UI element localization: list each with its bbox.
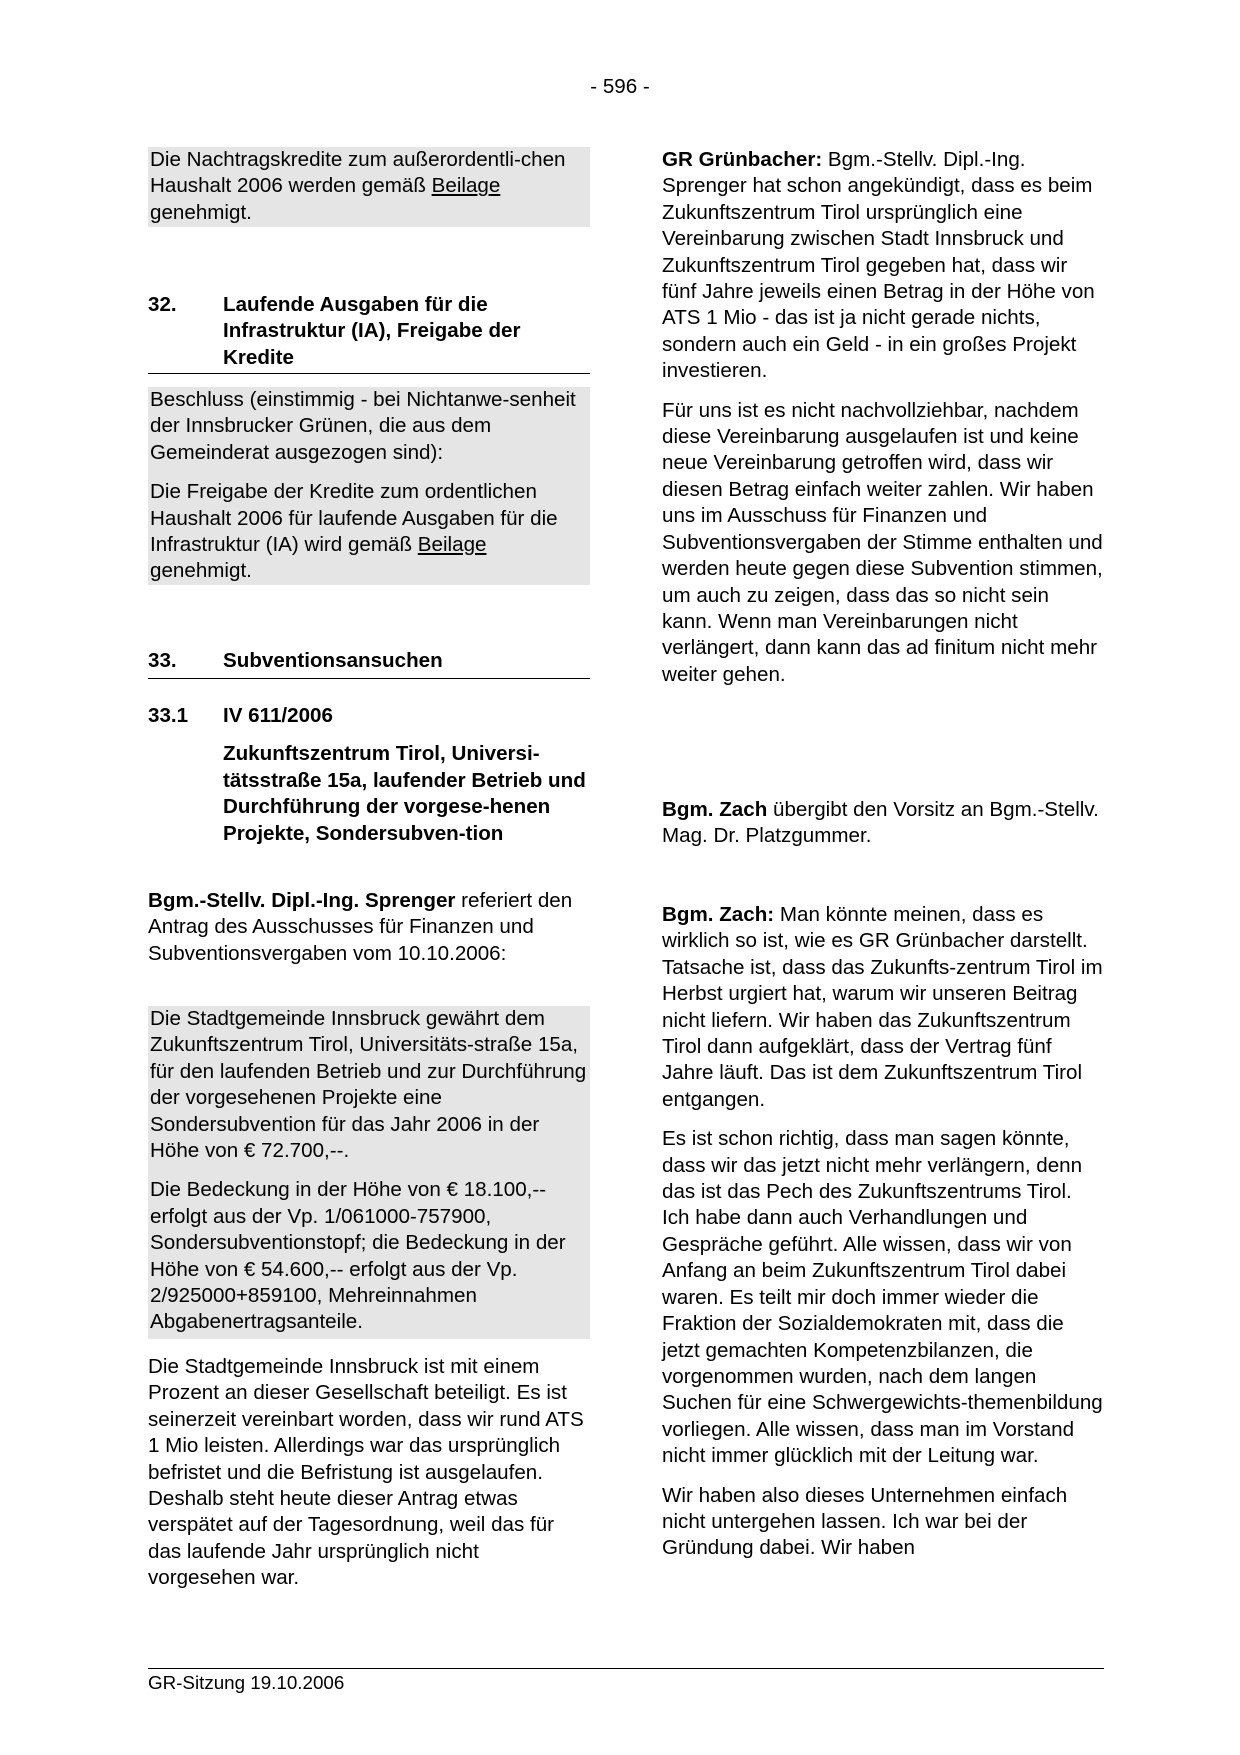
paragraph: Bgm. Zach: Man könnte meinen, dass es wirklich so ist, wie es GR Grünbacher darstellt. Tatsache ist, dass das Zukunfts-zentrum Tirol im Herbst urgiert hat, warum wir unseren Beitrag nicht liefern. Wir haben das Zukunftszentrum Tirol dann aufgeklärt, dass der Vertrag fünf Jahre läuft. Das ist dem Zukunftszentrum Tirol entgangen. bbox=[662, 903, 1103, 1111]
resolution-box-supplementary-credits bbox=[148, 147, 590, 227]
resolution-box-subsidy bbox=[148, 1006, 590, 1339]
subsection-title: IV 611/2006 bbox=[223, 704, 333, 727]
resolution-text: Die Stadtgemeinde Innsbruck gewährt dem Zukunftszentrum Tirol, Universitäts-straße 15a, für den laufenden Betrieb und zur Durchführung der vorgesehenen Projekte eine Sondersubvention für das Jahr 2006 in der Höhe von € 72.700,--. bbox=[150, 1007, 587, 1163]
speaker-name: Bgm. Zach: bbox=[662, 903, 775, 926]
intro-paragraph: Bgm.-Stellv. Dipl.-Ing. Sprenger referiert den Antrag des Ausschusses für Finanzen und Subventionsvergaben vom 10.10.2006: bbox=[148, 889, 573, 965]
speaker-name: Bgm.-Stellv. Dipl.-Ing. Sprenger bbox=[148, 889, 456, 912]
footer-session-date: GR-Sitzung 19.10.2006 bbox=[148, 1672, 345, 1693]
resolution-coverage: Die Bedeckung in der Höhe von € 18.100,-- erfolgt aus der Vp. 1/061000-757900, Sondersubventionstopf; die Bedeckung in der Höhe von € 54.600,-- erfolgt aus der Vp. 2/925000+859100, Mehreinnahmen Abgabenertragsanteile. bbox=[150, 1178, 566, 1334]
speech-grünbacher bbox=[662, 147, 1104, 688]
speaker-name: GR Grünbacher: bbox=[662, 148, 823, 171]
subsection-subtitle: Zukunftszentrum Tirol, Universi-tätsstraße 15a, laufender Betrieb und Durchführung der vorgese-henen Projekte, Sondersubven-tion bbox=[223, 742, 586, 845]
resolution-box-infrastructure bbox=[148, 387, 590, 585]
section-title: Laufende Ausgaben für die Infrastruktur (IA), Freigabe der Kredite bbox=[223, 293, 521, 369]
footer-rule bbox=[148, 1668, 1104, 1669]
section-heading-32 bbox=[148, 292, 590, 374]
resolution-text: Die Nachtragskredite zum außerordentli-chen Haushalt 2006 werden gemäß Beilage genehmigt. bbox=[150, 148, 566, 224]
paragraph: Es ist schon richtig, dass man sagen könnte, dass wir das jetzt nicht mehr verlängern, denn das ist das Pech des Zukunftszentrums Tirol. Ich habe dann auch Verhandlungen und Gespräche geführt. Alle wissen, dass wir von Anfang an beim Zukunftszentrum Tirol dabei waren. Es teilt mir doch immer wieder die Fraktion der Sozialdemokraten mit, dass die jetzt gemachten Kompetenzbilanzen, die vorgenommen wurden, nach dem langen Suchen für eine Schwergewichts-themenbildung vorliegen. Alle wissen, dass man im Vorstand nicht immer glücklich mit der Leitung war. bbox=[662, 1127, 1103, 1468]
speaker-name: Bgm. Zach bbox=[662, 798, 768, 821]
section-number: 32. bbox=[148, 293, 177, 316]
subsection-heading-33-1 bbox=[148, 703, 590, 847]
paragraph: Die Stadtgemeinde Innsbruck ist mit einem Prozent an dieser Gesellschaft beteiligt. Es ist seinerzeit vereinbart worden, dass wir rund ATS 1 Mio leisten. Allerdings war das ursprünglich befristet und die Befristung ist ausgelaufen. Deshalb steht heute dieser Antrag etwas verspätet auf der Tagesordnung, weil das für das laufende Jahr ursprünglich nicht vorgesehen war. bbox=[148, 1355, 584, 1590]
section-title: Subventionsansuchen bbox=[223, 649, 443, 672]
paragraph: GR Grünbacher: Bgm.-Stellv. Dipl.-Ing. Sprenger hat schon angekündigt, dass es beim Zukunftszentrum Tirol ursprünglich eine Vereinbarung zwischen Stadt Innsbruck und Zukunftszentrum Tirol gegeben hat, dass wir fünf Jahre jeweils einen Betrag in der Höhe von ATS 1 Mio - das ist ja nicht gerade nichts, sondern auch ein Geld - in ein großes Projekt investieren. bbox=[662, 148, 1095, 383]
section-heading-33 bbox=[148, 648, 590, 679]
beilage-link[interactable]: Beilage bbox=[417, 533, 487, 557]
speech-zach bbox=[662, 902, 1104, 1562]
paragraph: Wir haben also dieses Unternehmen einfach nicht untergehen lassen. Ich war bei der Gründung dabei. Wir haben bbox=[662, 1483, 1068, 1560]
resolution-decision: Beschluss (einstimmig - bei Nichtanwe-senheit der Innsbrucker Grünen, die aus dem Gemeinderat ausgezogen sind): bbox=[150, 388, 576, 464]
beilage-link[interactable]: Beilage bbox=[431, 174, 501, 198]
chair-handover: Bgm. Zach übergibt den Vorsitz an Bgm.-Stellv. Mag. Dr. Platzgummer. bbox=[662, 798, 1099, 848]
page-number: - 596 - bbox=[590, 75, 650, 98]
subsection-number: 33.1 bbox=[148, 704, 189, 727]
paragraph: Für uns ist es nicht nachvollziehbar, nachdem diese Vereinbarung ausgelaufen ist und keine neue Vereinbarung getroffen wird, dass wir diesen Betrag einfach weiter zahlen. Wir haben uns im Ausschuss für Finanzen und Subventionsvergaben der Stimme enthalten und werden heute gegen diese Subvention stimmen, um auch zu zeigen, dass das so nicht sein kann. Wenn man Vereinbarungen nicht verlängert, dann kann das ad finitum nicht mehr weiter gehen. bbox=[662, 398, 1103, 686]
section-number: 33. bbox=[148, 649, 177, 672]
resolution-text: Die Freigabe der Kredite zum ordentlichen Haushalt 2006 für laufende Ausgaben für die Infrastruktur (IA) wird gemäß Beilage genehmigt. bbox=[150, 480, 558, 583]
